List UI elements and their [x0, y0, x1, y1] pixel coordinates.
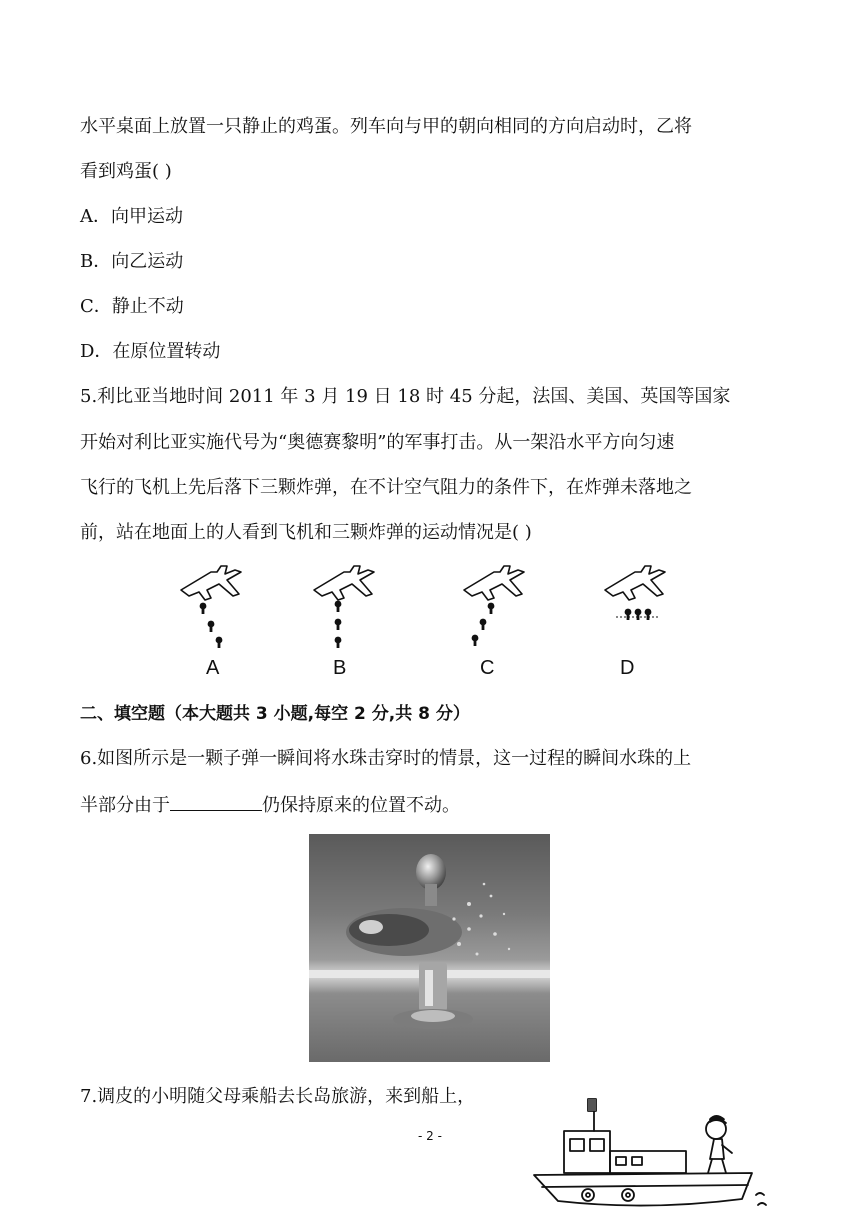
section-2-heading: 二、填空题（本大题共 3 小题,每空 2 分,共 8 分） [80, 704, 470, 724]
q4-line-1: 水平桌面上放置一只静止的鸡蛋。列车向与甲的朝向相同的方向启动时，乙将 [80, 116, 692, 137]
q7-line-1: 7.调皮的小明随父母乘船去长岛旅游，来到船上， [80, 1086, 476, 1107]
water-droplet-photo [309, 834, 550, 1062]
option-a-bombs [200, 603, 223, 648]
q6-answer-blank [170, 792, 262, 811]
boat-with-boy-drawing [528, 1095, 776, 1216]
q6-text-after-blank: 仍保持原来的位置不动。 [262, 795, 460, 816]
q4-option-b: B．向乙运动 [80, 251, 184, 272]
q5-options-figure [0, 560, 860, 660]
q4-line-2: 看到鸡蛋( ) [80, 161, 172, 182]
q5-line-1: 5.利比亚当地时间 2011 年 3 月 19 日 18 时 45 分起，法国、美国、英国等国家 [80, 386, 731, 407]
page-number: - 2 - [418, 1129, 442, 1143]
option-d-bombs [616, 609, 658, 620]
q4-option-c: C．静止不动 [80, 296, 184, 317]
q6-line-2 [80, 792, 460, 818]
q4-option-a: A．向甲运动 [80, 206, 183, 227]
option-a-label: A [206, 657, 220, 679]
q5-line-2: 开始对利比亚实施代号为“奥德赛黎明”的军事打击。从一架沿水平方向匀速 [80, 432, 675, 453]
option-d-label: D [620, 657, 635, 679]
option-c-plane-icon [464, 566, 524, 600]
option-c-label: C [480, 657, 495, 679]
option-c-bombs [472, 603, 495, 646]
q5-line-4: 前，站在地面上的人看到飞机和三颗炸弹的运动情况是( ) [80, 522, 532, 543]
option-b-bombs [335, 601, 342, 648]
option-b-plane-icon [314, 566, 374, 600]
q6-text-before-blank: 半部分由于 [80, 795, 170, 816]
option-d-plane-icon [605, 566, 665, 600]
option-b-label: B [333, 657, 347, 679]
option-a-plane-icon [181, 566, 241, 600]
q4-option-d: D．在原位置转动 [80, 341, 221, 362]
q6-line-1: 6.如图所示是一颗子弹一瞬间将水珠击穿时的情景，这一过程的瞬间水珠的上 [80, 748, 692, 769]
q5-line-3: 飞行的飞机上先后落下三颗炸弹，在不计空气阻力的条件下，在炸弹未落地之 [80, 477, 692, 498]
